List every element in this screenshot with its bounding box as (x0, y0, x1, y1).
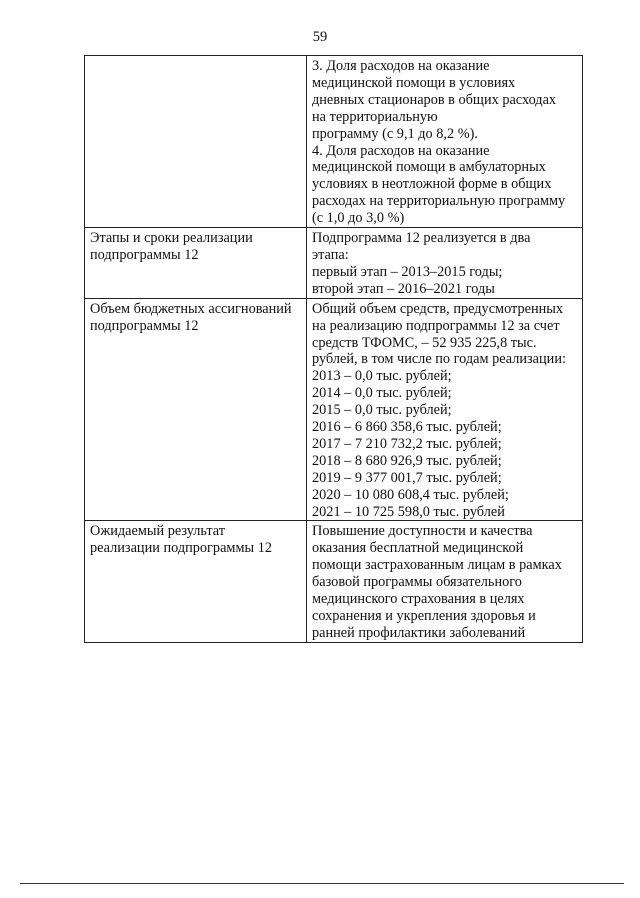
text-line: медицинской помощи в условиях (312, 74, 516, 91)
text-line: (с 1,0 до 3,0 %) (312, 210, 405, 227)
table-row-expected-result (85, 521, 583, 642)
text-line: подпрограммы 12 (90, 317, 199, 334)
text-line: на реализацию подпрограммы 12 за счет (312, 317, 560, 334)
text-line: 2018 – 8 680 926,9 тыс. рублей; (312, 452, 502, 469)
text-line: подпрограммы 12 (90, 246, 199, 263)
text-line: Объем бюджетных ассигнований (90, 300, 292, 317)
table-row-indicators (85, 56, 583, 228)
text-line: медицинского страхования в целях (312, 591, 525, 608)
row-4-value-cell (307, 521, 583, 642)
table-row-budget (85, 298, 583, 521)
text-line: расходах на территориальную программу (312, 193, 566, 210)
text-line: Ожидаемый результат (90, 523, 225, 540)
text-line: 2017 – 7 210 732,2 тыс. рублей; (312, 435, 502, 452)
text-line: 2016 – 6 860 358,6 тыс. рублей; (312, 419, 502, 436)
text-line: 2015 – 0,0 тыс. рублей; (312, 402, 452, 419)
text-line: дневных стационаров в общих расходах (312, 91, 557, 108)
row-3-value-cell (307, 298, 583, 521)
row-1-label-cell (85, 56, 307, 228)
text-line: 2021 – 10 725 598,0 тыс. рублей (312, 503, 505, 520)
text-line: этапа: (312, 246, 349, 263)
text-line: 3. Доля расходов на оказание (312, 58, 490, 74)
subprogram-passport-table (84, 55, 583, 643)
text-line: средств ТФОМС, – 52 935 225,8 тыс. (312, 334, 537, 351)
text-line: второй этап – 2016–2021 годы (312, 280, 495, 297)
text-line: 4. Доля расходов на оказание (312, 142, 490, 159)
text-line: 2019 – 9 377 001,7 тыс. рублей; (312, 469, 502, 486)
text-line: оказания бесплатной медицинской (312, 540, 524, 557)
row-3-label-cell (85, 298, 307, 521)
text-line: базовой программы обязательного (312, 574, 522, 591)
text-line: Общий объем средств, предусмотренных (312, 300, 564, 317)
text-line: Повышение доступности и качества (312, 523, 533, 540)
page-number: 59 (312, 29, 328, 45)
text-line: 2014 – 0,0 тыс. рублей; (312, 385, 452, 402)
bottom-rule (20, 883, 624, 884)
text-line: Этапы и сроки реализации (90, 230, 253, 247)
text-line: помощи застрахованным лицам в рамках (312, 557, 562, 574)
text-line: рублей, в том числе по годам реализации: (312, 351, 566, 368)
text-line: программу (с 9,1 до 8,2 %). (312, 125, 478, 142)
text-line: 2013 – 0,0 тыс. рублей; (312, 368, 452, 385)
row-2-value-cell (307, 228, 583, 299)
table-row-stages (85, 228, 583, 299)
text-line: ранней профилактики заболеваний (312, 624, 526, 641)
text-line: на территориальную (312, 108, 438, 125)
text-line: условиях в неотложной форме в общих (312, 176, 552, 193)
row-4-label-cell (85, 521, 307, 642)
text-line: Подпрограмма 12 реализуется в два (312, 230, 531, 247)
text-line: сохранения и укрепления здоровья и (312, 608, 536, 624)
text-line: медицинской помощи в амбулаторных (312, 159, 546, 176)
row-1-value-cell (307, 56, 583, 228)
text-line: первый этап – 2013–2015 годы; (312, 263, 503, 280)
text-line: 2020 – 10 080 608,4 тыс. рублей; (312, 486, 509, 503)
row-2-label-cell (85, 228, 307, 299)
text-line: реализации подпрограммы 12 (90, 540, 272, 557)
